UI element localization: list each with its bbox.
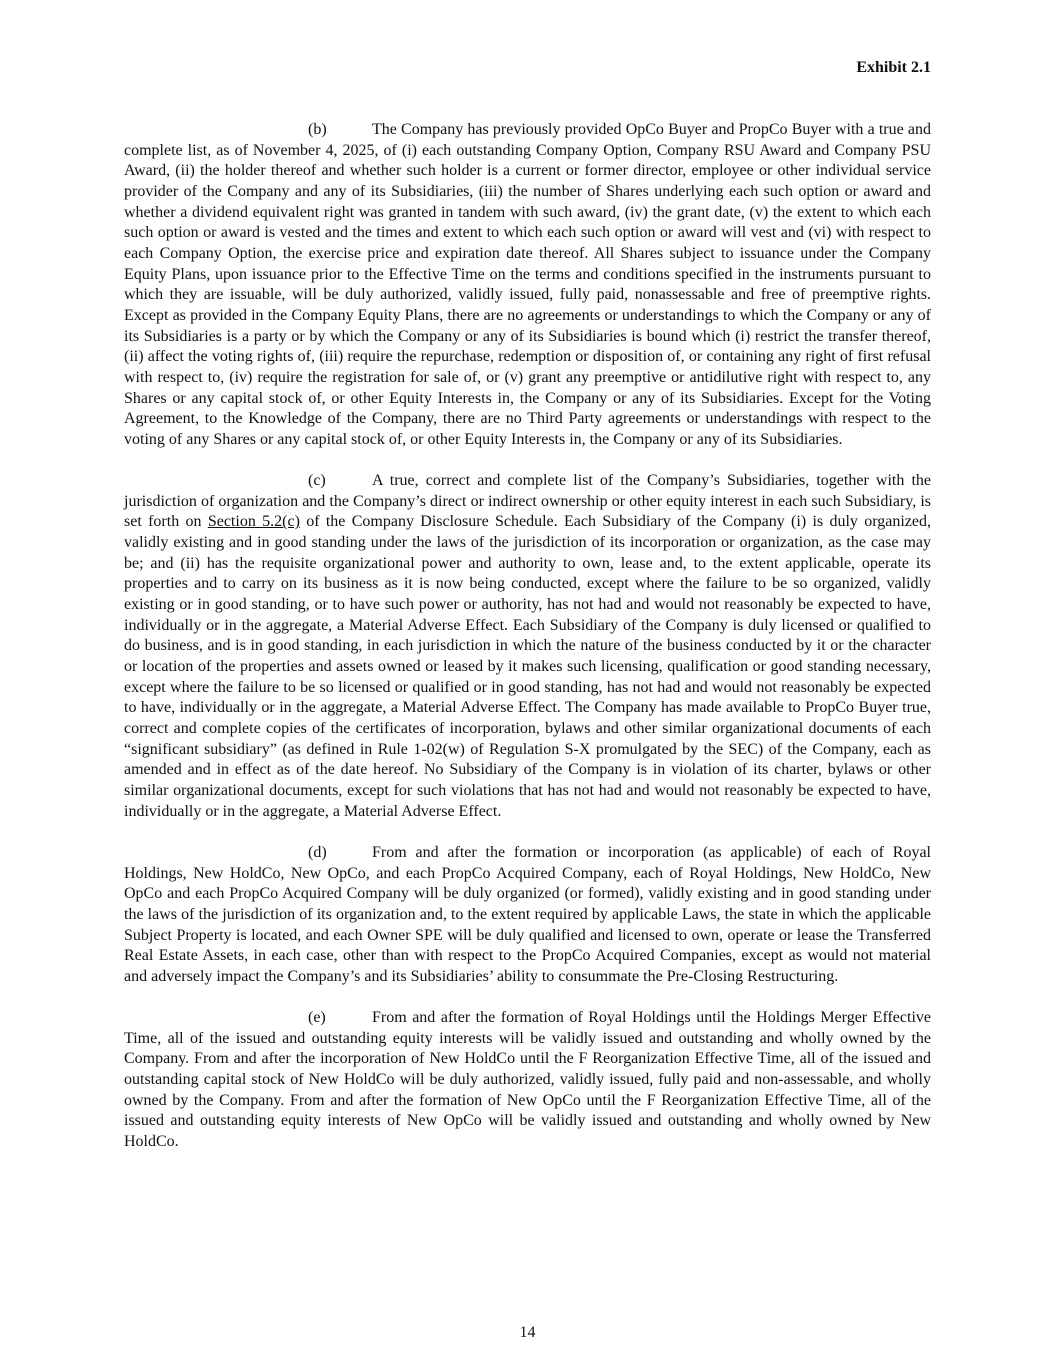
paragraph-marker: (d): [308, 843, 327, 861]
paragraph-text: of the Company Disclosure Schedule. Each Subsidiary of the Company (i) is duly organized, validly existing and in good standing under the laws of the jurisdiction of its incorporation or organization, as the case may be; and (ii) has the requisite organizational power and authority to own, lease and, to the extent applicable, operate its properties and to carry on its business as it is now being conducted, except where the failure to be so organized, validly existing or in good standing, or to have such power or authority, has not had and would not reasonably be expected to have, individually or in the aggregate, a Material Adverse Effect. Each Subsidiary of the Company is duly licensed or qualified to do business, and is in good standing, in each jurisdiction in which the nature of the business conducted by it or the character or location of the properties and assets owned or leased by it makes such licensing, qualification or good standing necessary, except where the failure to be so licensed or qualified or in good standing, has not had and would not reasonably be expected to have, individually or in the aggregate, a Material Adverse Effect. The Company has made available to PropCo Buyer true, correct and complete copies of the certificates of incorporation, bylaws and other similar organizational documents of each “significant subsidiary” (as defined in Rule 1-02(w) of Regulation S-X promulgated by the SEC) of the Company, each as amended and in effect as of the date hereof. No Subsidiary of the Company is in violation of its charter, bylaws or other similar organizational documents, except for such violations that has not had and would not reasonably be expected to have, individually or in the aggregate, a Material Adverse Effect.: [124, 513, 932, 820]
page-number: 14: [519, 1324, 536, 1341]
paragraph-d: [124, 843, 931, 988]
document-body: [124, 120, 931, 1173]
paragraph-c: [124, 471, 931, 822]
exhibit-label: Exhibit 2.1: [856, 59, 931, 76]
paragraph-e: [124, 1008, 931, 1153]
paragraph-marker: (c): [308, 472, 326, 490]
paragraph-marker: (e): [308, 1009, 326, 1027]
paragraph-text: The Company has previously provided OpCo Buyer and PropCo Buyer with a true and complete list, as of November 4, 2025, of (i) each outstanding Company Option, Company RSU Award and Company PSU Award, (ii) the holder thereof and whether such holder is a current or former director, employee or other individual service provider of the Company and any of its Subsidiaries, (iii) the number of Shares underlying each such option or award and whether a dividend equivalent right was granted in tandem with such award, (iv) the grant date, (v) the extent to which each such option or award is vested and the times and extent to which each such option or award will vest and (vi) with respect to each Company Option, the exercise price and expiration date thereof. All Shares subject to issuance under the Company Equity Plans, upon issuance prior to the Effective Time on the terms and conditions specified in the instruments pursuant to which they are issuable, will be duly authorized, validly issued, fully paid, nonassessable and free of preemptive rights. Except as provided in the Company Equity Plans, there are no agreements or understandings to which the Company or any of its Subsidiaries is a party or by which the Company or any of its Subsidiaries is bound which (i) restrict the transfer thereof, (ii) affect the voting rights of, (iii) require the repurchase, redemption or disposition of, or containing any right of first refusal with respect to, (iv) require the registration for sale of, or (v) grant any preemptive or antidilutive right with respect to, any Shares or any capital stock of, or other Equity Interests in, the Company or any of its Subsidiaries. Except for the Voting Agreement, to the Knowledge of the Company, there are no Third Party agreements or understandings with respect to the voting of any Shares or any capital stock of, or other Equity Interests in, the Company or any of its Subsidiaries.: [124, 121, 931, 448]
paragraph-marker: (b): [308, 121, 327, 138]
paragraph-text: From and after the formation or incorporation (as applicable) of each of Royal Holdings, New HoldCo, New OpCo, and each PropCo Acquired Company, each of Royal Holdings, New HoldCo, New OpCo and each PropCo Acquired Company will be duly organized (or formed), validly existing and in good standing under the laws of the jurisdiction of its organization and, to the extent required by applicable Laws, the state in which the applicable Subject Property is located, and each Owner SPE will be duly qualified and licensed to own, operate or lease the Transferred Real Estate Assets, in each case, other than with respect to the PropCo Acquired Companies, except as would not material and adversely impact the Company’s and its Subsidiaries’ ability to consummate the Pre-Closing Restructuring.: [124, 843, 931, 985]
paragraph-text: From and after the formation of Royal Holdings until the Holdings Merger Effective Time, all of the issued and outstanding equity interests will be validly issued and outstanding and wholly owned by the Company. From and after the incorporation of New HoldCo until the F Reorganization Effective Time, all of the issued and outstanding capital stock of New HoldCo will be duly authorized, validly issued, fully paid and non-assessable, and wholly owned by the Company. From and after the formation of New OpCo until the F Reorganization Effective Time, all of the issued and outstanding equity interests of New OpCo will be validly issued and outstanding and wholly owned by New HoldCo.: [124, 1009, 931, 1151]
paragraph-b: [124, 120, 931, 451]
section-reference: Section 5.2(c): [207, 513, 300, 531]
paragraph-text: A true, correct and complete list of the Company’s Subsidiaries, together with the jurisdiction of organization and the Company’s direct or indirect ownership or other equity interest in each such Subsidiary, is set forth on: [124, 472, 931, 531]
